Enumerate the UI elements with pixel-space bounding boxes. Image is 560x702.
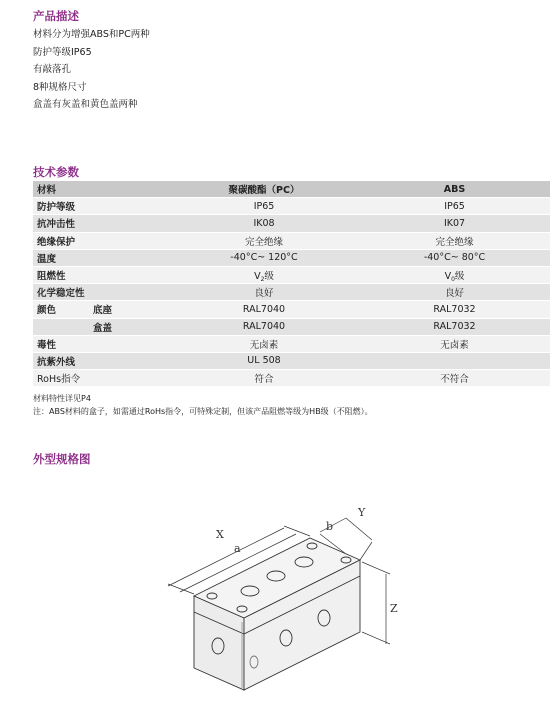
section-title-specs: 技术参数: [33, 165, 79, 179]
flame-abs-suffix: 级: [454, 270, 465, 282]
row-label: RoHs指令: [33, 370, 169, 387]
pc-value: 良好: [169, 284, 359, 301]
pc-value: 符合: [169, 370, 359, 387]
table-row: [33, 215, 550, 232]
feature-item: 8种规格尺寸: [33, 81, 87, 93]
table-row: [33, 284, 550, 301]
pc-value: RAL7040: [169, 301, 359, 318]
row-label: 抗冲击性: [33, 215, 169, 232]
table-row: [33, 232, 550, 249]
table-row: [33, 370, 550, 387]
abs-value: [359, 266, 550, 283]
color-label-cell: [33, 301, 169, 318]
feature-item: 防护等级IP65: [33, 46, 92, 58]
table-row: [33, 266, 550, 283]
row-label: 阻燃性: [33, 266, 169, 283]
pc-value: IP65: [169, 198, 359, 215]
pc-value: [169, 266, 359, 283]
table-row: [33, 198, 550, 215]
flame-pc-prefix: V: [254, 270, 261, 282]
row-label: 颜色: [37, 305, 57, 317]
flame-pc-suffix: 级: [264, 270, 274, 282]
abs-value: [359, 352, 550, 369]
pc-value: -40°C~ 120°C: [169, 249, 359, 266]
pc-value: UL 508: [169, 352, 359, 369]
spec-table: [33, 181, 550, 387]
dim-y-label: Y: [358, 506, 366, 519]
section-title-features: 产品描述: [33, 9, 79, 23]
flame-abs-prefix: V: [444, 270, 452, 282]
row-label: 绝缘保护: [33, 232, 169, 249]
row-label: 抗紫外线: [33, 352, 169, 369]
abs-value: 良好: [359, 284, 550, 301]
flame-pc-sub: 2: [260, 275, 265, 283]
abs-value: 不符合: [359, 370, 550, 387]
abs-value: 完全绝缘: [359, 232, 550, 249]
header-material: 材料: [33, 181, 169, 198]
lid-label: 盒盖: [93, 322, 113, 334]
dim-z-label: Z: [390, 602, 398, 615]
dim-x-label: X: [216, 528, 224, 541]
table-row: [33, 301, 550, 318]
pc-value: 完全绝缘: [169, 232, 359, 249]
enclosure-drawing: [150, 494, 410, 699]
section-title-outline: 外型规格图: [33, 452, 91, 466]
note-rohs: 注：ABS材料的盒子，如需通过RoHs指令，可特殊定制，但该产品阻燃等级为HB级（不阻燃）。: [33, 407, 373, 416]
abs-value: RAL7032: [359, 318, 550, 335]
dim-a-label: a: [234, 542, 241, 555]
feature-item: 有敲落孔: [33, 64, 72, 76]
table-row: [33, 352, 550, 369]
pc-value: 无卤素: [169, 335, 359, 352]
abs-value: IK07: [359, 215, 550, 232]
abs-value: RAL7032: [359, 301, 550, 318]
spec-header-row: [33, 181, 550, 198]
row-label: 温度: [33, 249, 169, 266]
color-sub-cell: [33, 318, 169, 335]
feature-item: 盒盖有灰盖和黄色盖两种: [33, 99, 138, 111]
pc-value: IK08: [169, 215, 359, 232]
note-material: 材料特性详见P4: [33, 394, 91, 403]
row-label: 毒性: [33, 335, 169, 352]
abs-value: 无卤素: [359, 335, 550, 352]
pc-value: RAL7040: [169, 318, 359, 335]
table-row: [33, 318, 550, 335]
flame-abs-sub: 0: [451, 275, 455, 283]
feature-list: [33, 26, 150, 114]
table-row: [33, 335, 550, 352]
header-abs: ABS: [359, 181, 550, 198]
abs-value: IP65: [359, 198, 550, 215]
feature-item: 材料分为增强ABS和PC两种: [33, 29, 150, 40]
table-row: [33, 249, 550, 266]
header-pc: 聚碳酸酯（PC）: [169, 181, 359, 198]
row-label: 化学稳定性: [33, 284, 169, 301]
base-label: 底座: [93, 305, 113, 317]
dim-b-label: b: [326, 520, 334, 533]
abs-value: -40°C~ 80°C: [359, 249, 550, 266]
row-label: 防护等级: [33, 198, 169, 215]
